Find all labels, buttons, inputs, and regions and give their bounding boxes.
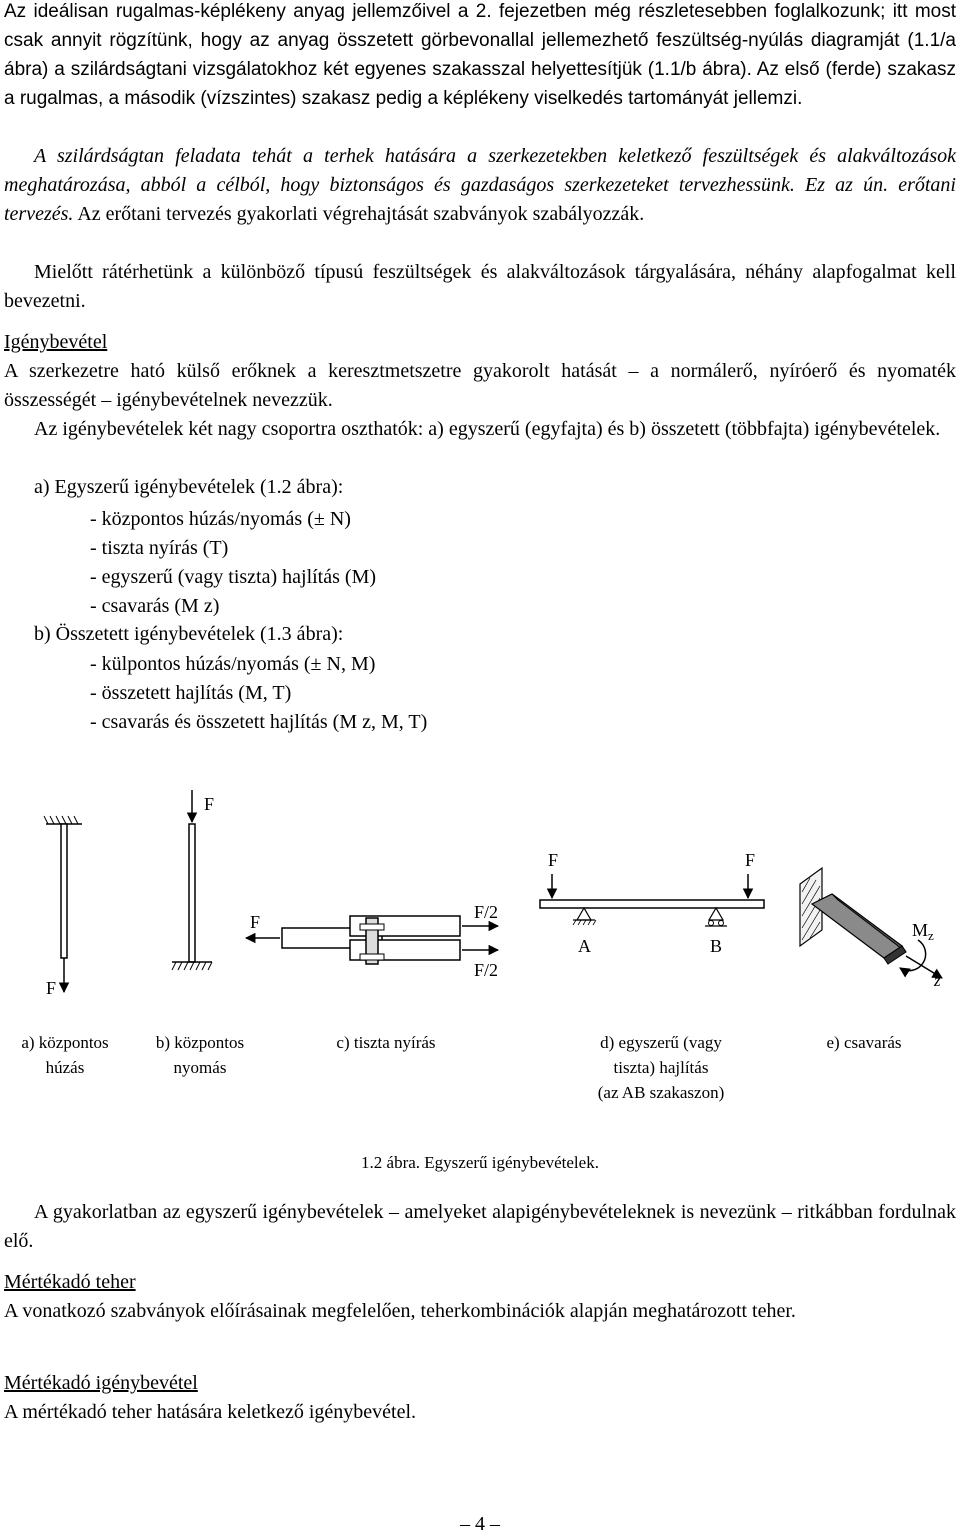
caption-d-line: tiszta) hajlítás <box>613 1058 709 1077</box>
caption-a-line: a) központos <box>21 1033 109 1052</box>
simple-heading: a) Egyszerű igénybevételek (1.2 ábra): <box>34 476 344 498</box>
caption-e-line: e) csavarás <box>826 1033 902 1052</box>
figure-title: 1.2 ábra. Egyszerű igénybevételek. <box>361 1153 599 1172</box>
igenybevetel-definition: A szerkezetre ható külső erőknek a keresztmetszetre gyakorolt hatását – a normálerő, nyíróerő és nyomaték összességét – igénybevételnek nevezzük. <box>4 360 956 411</box>
caption-b-line: nyomás <box>173 1058 227 1077</box>
igenybevetel-heading: Igénybevétel <box>4 331 108 353</box>
mertekado-teher-definition: A vonatkozó szabványok előírásainak megfelelően, teherkombinációk alapján meghatározott teher. <box>4 1300 796 1322</box>
figure-simple-loads <box>0 780 960 1020</box>
diagram-shear <box>246 902 498 980</box>
diagram-torsion <box>800 868 942 990</box>
support-label-a: A <box>578 936 591 956</box>
composite-item: - külpontos húzás/nyomás (± N, M) <box>90 653 376 675</box>
page-number: – 4 – <box>460 1513 500 1535</box>
groups-paragraph: Az igénybevételek két nagy csoportra oszthatók: a) egyszerű (egyfajta) és b) összetett (többfajta) igénybevételek. <box>34 418 941 440</box>
caption-a <box>6 1030 124 1080</box>
caption-d-line: d) egyszerű (vagy <box>600 1033 722 1052</box>
caption-e <box>808 1030 920 1055</box>
task-italic: A szilárdságtan feladata tehát a terhek hatására a szerkezetekben keletkező feszültségek és alakváltozások meghatározása, abból a célból, hogy biztonságos és gazdaságos szerkezeteket tervezhessünk. Ez az ún. erőtani tervezés. <box>4 145 956 225</box>
half-force-label: F/2 <box>474 902 499 922</box>
half-force-label: F/2 <box>474 960 499 980</box>
diagram-compression <box>172 790 214 970</box>
simple-item: - tiszta nyírás (T) <box>90 537 229 559</box>
force-label: F <box>204 794 215 814</box>
diagram-tension <box>44 816 82 998</box>
diagram-bending <box>540 850 764 956</box>
caption-d-line: (az AB szakaszon) <box>597 1083 725 1102</box>
caption-a-line: húzás <box>45 1058 85 1077</box>
force-label: F <box>745 850 756 870</box>
axis-label-z: z <box>934 971 941 990</box>
force-label: F <box>548 850 559 870</box>
simple-item: - központos húzás/nyomás (± N) <box>90 508 351 530</box>
mertekado-igeny-definition: A mértékadó teher hatására keletkező igénybevétel. <box>4 1401 417 1423</box>
practice-paragraph: A gyakorlatban az egyszerű igénybevételek – amelyeket alapigénybevételeknek is nevezünk – ritkábban fordulnak elő. <box>4 1201 956 1252</box>
caption-d <box>566 1030 756 1105</box>
mertekado-igeny-heading: Mértékadó igénybevétel <box>4 1372 198 1394</box>
composite-heading: b) Összetett igénybevételek (1.3 ábra): <box>34 623 344 645</box>
task-rest: Az erőtani tervezés gyakorlati végrehajtását szabványok szabályozzák. <box>73 203 645 225</box>
torque-label: $M_z$ <box>912 920 934 943</box>
before-paragraph: Mielőtt rátérhetünk a különböző típusú feszültségek és alakváltozások tárgyalására, néhány alapfogalmat kell bevezetni. <box>4 261 956 312</box>
simple-item: - egyszerű (vagy tiszta) hajlítás (M) <box>90 566 377 588</box>
caption-c <box>318 1030 454 1055</box>
simple-item: - csavarás (M z) <box>90 595 220 617</box>
caption-b-line: b) központos <box>155 1033 245 1052</box>
caption-b <box>138 1030 262 1080</box>
intro-paragraph: Az ideálisan rugalmas-képlékeny anyag jellemzőivel a 2. fejezetben még részletesebben foglalkozunk; itt most csak annyit rögzítünk, hogy az anyag összetett görbevonallal jellemezhető feszültség-nyúlás diagramját (1.1/a ábra) a szilárdságtani vizsgálatokhoz két egyenes szakasszal helyettesítjük (1.1/b ábra). Az első (ferde) szakasz a rugalmas, a második (vízszintes) szakasz pedig a képlékeny viselkedés tartományát jellemzi. <box>4 1 956 109</box>
composite-item: - csavarás és összetett hajlítás (M z, M, T) <box>90 711 428 733</box>
composite-item: - összetett hajlítás (M, T) <box>90 682 292 704</box>
task-paragraph <box>4 142 956 229</box>
force-label: F <box>250 912 261 932</box>
mertekado-teher-heading: Mértékadó teher <box>4 1271 136 1293</box>
force-label: F <box>46 978 57 998</box>
caption-c-line: c) tiszta nyírás <box>336 1033 436 1052</box>
support-label-b: B <box>710 936 723 956</box>
